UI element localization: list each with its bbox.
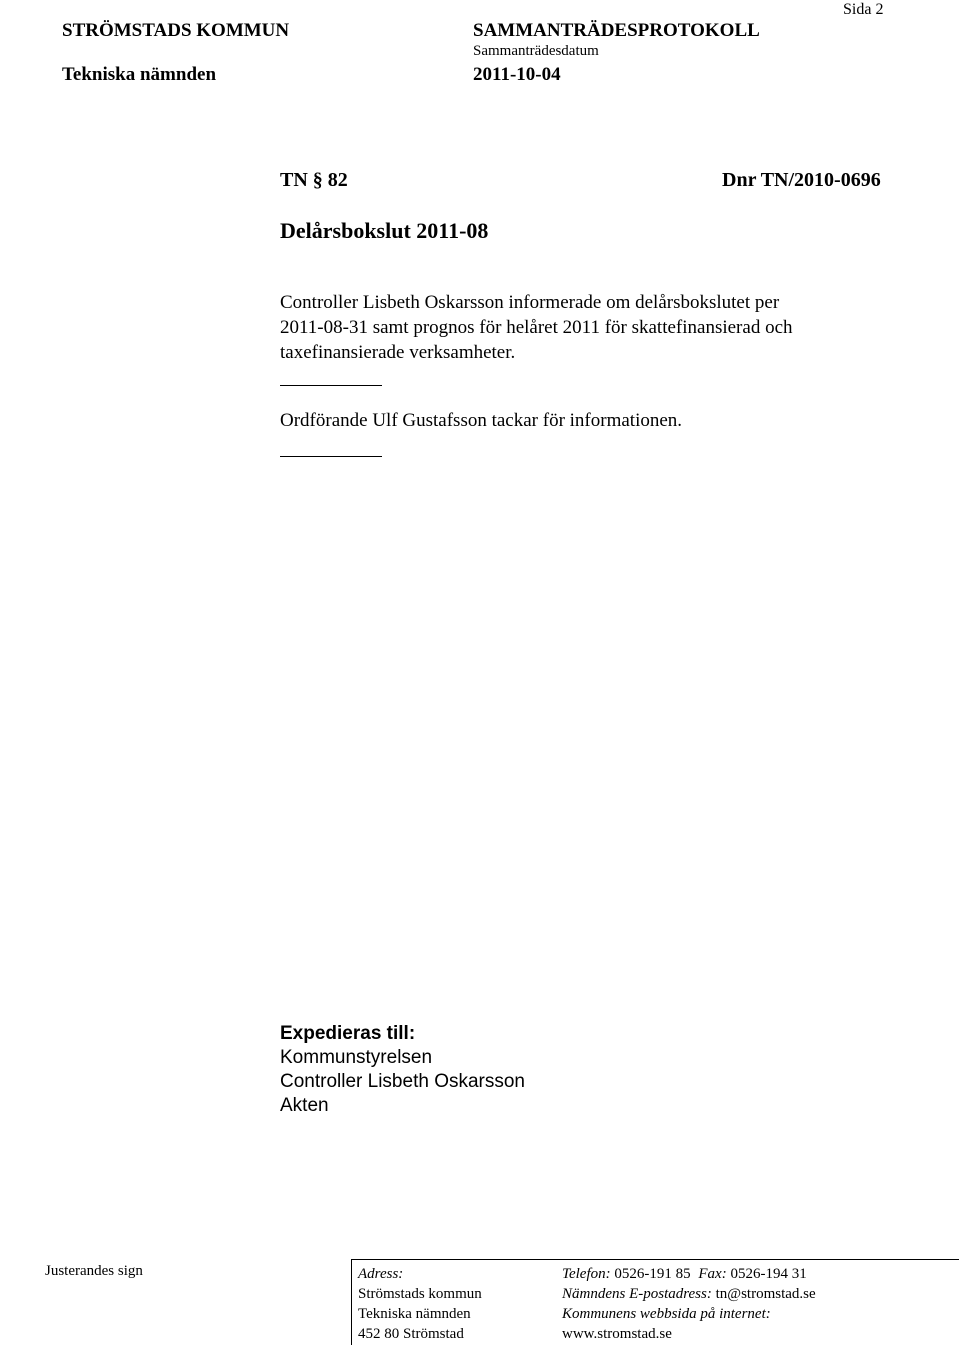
footer-divider	[351, 1259, 352, 1345]
phone-number: 0526-191 85	[614, 1266, 691, 1282]
distribution-recipient: Kommunstyrelsen	[280, 1047, 433, 1068]
body-line: taxefinansierade verksamheter.	[280, 342, 516, 363]
separator-rule	[280, 385, 382, 386]
document-type: SAMMANTRÄDESPROTOKOLL	[473, 20, 760, 41]
fax-number: 0526-194 31	[730, 1266, 807, 1282]
distribution-recipient: Akten	[280, 1095, 329, 1116]
decision-text: Ordförande Ulf Gustafsson tackar för informationen.	[280, 410, 683, 431]
municipality-name: STRÖMSTADS KOMMUN	[62, 20, 290, 41]
footer-top-rule	[351, 1259, 959, 1260]
separator-rule	[280, 456, 382, 457]
body-line: 2011-08-31 samt prognos för helåret 2011 för skattefinansierad och	[280, 317, 793, 338]
page-number: Sida 2	[843, 1, 884, 18]
item-body	[280, 290, 793, 365]
email-line	[562, 1284, 816, 1304]
distribution-list	[280, 1022, 525, 1118]
contact-block	[562, 1264, 816, 1344]
meeting-date: 2011-10-04	[473, 64, 561, 85]
fax-label: Fax:	[698, 1266, 727, 1282]
phone-label: Telefon:	[562, 1266, 611, 1282]
distribution-heading: Expedieras till:	[280, 1023, 416, 1044]
website-url: www.stromstad.se	[562, 1326, 672, 1342]
address-line: Tekniska nämnden	[358, 1306, 471, 1322]
distribution-recipient: Controller Lisbeth Oskarsson	[280, 1071, 525, 1092]
email-address: tn@stromstad.se	[715, 1286, 816, 1302]
committee-name: Tekniska nämnden	[62, 64, 217, 85]
signature-label: Justerandes sign	[45, 1263, 143, 1279]
meeting-date-label: Sammanträdesdatum	[473, 43, 599, 59]
address-line: Strömstads kommun	[358, 1286, 482, 1302]
item-title: Delårsbokslut 2011-08	[280, 218, 489, 243]
email-label: Nämndens E-postadress:	[562, 1286, 712, 1302]
address-label: Adress:	[358, 1266, 404, 1282]
address-line: 452 80 Strömstad	[358, 1326, 464, 1342]
website-label: Kommunens webbsida på internet:	[562, 1306, 771, 1322]
paragraph-number: TN § 82	[280, 169, 348, 191]
diary-number: Dnr TN/2010-0696	[722, 169, 881, 191]
body-line: Controller Lisbeth Oskarsson informerade om delårsbokslutet per	[280, 292, 780, 313]
phone-fax-line	[562, 1264, 816, 1284]
address-block	[358, 1264, 482, 1344]
